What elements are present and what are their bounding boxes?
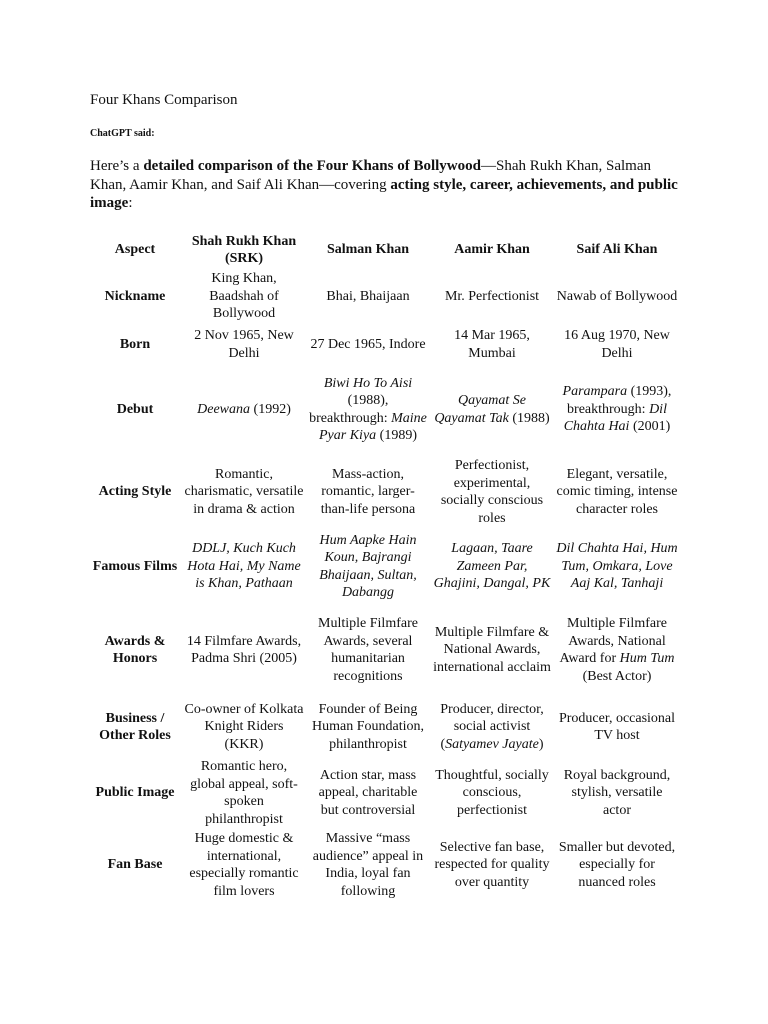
cell-salman	[306, 757, 430, 829]
cell-text: Producer, occasional TV host	[558, 710, 676, 743]
cell-saif	[554, 829, 680, 901]
header-aspect: Aspect	[114, 242, 156, 258]
cell-saif	[554, 603, 680, 697]
cell-aamir	[430, 697, 554, 757]
cell-text: Royal background, stylish, versatile actor	[563, 767, 671, 818]
cell-salman	[306, 697, 430, 757]
cell-text: Mass-action, romantic, larger-than-life persona	[320, 466, 416, 517]
cell-salman	[306, 454, 430, 530]
cell-aamir	[430, 757, 554, 829]
cell-salman	[306, 324, 430, 365]
cell-text: Founder of Being Human Foundation, philanthropist	[312, 701, 424, 752]
document-title: Four Khans Comparison	[90, 92, 238, 108]
cell-text: (1989)	[376, 428, 417, 443]
cell-text: Multiple Filmfare Awards, several humanitarian recognitions	[318, 616, 418, 684]
cell-text: (Best Actor)	[582, 668, 652, 684]
cell-srk	[182, 757, 306, 829]
cell-text: Maine Pyar Kiya	[319, 410, 427, 443]
cell-salman	[306, 365, 430, 454]
cell-text: Nawab of Bollywood	[556, 288, 678, 304]
aspect-label: Acting Style	[98, 484, 172, 500]
cell-text: Perfectionist, experimental, socially conscious roles	[440, 458, 544, 526]
cell-text: King Khan, Baadshah of Bollywood	[209, 271, 279, 322]
cell-text: Hum Tum	[619, 651, 675, 666]
cell-saif	[554, 697, 680, 757]
cell-text: Thoughtful, socially conscious, perfectionist	[435, 767, 549, 818]
intro-seg: —Shah Rukh Khan, Salman Khan, Aamir Khan, and Saif Ali Khan—covering	[90, 158, 651, 193]
intro-seg: :	[128, 195, 133, 211]
cell-text: 16 Aug 1970, New Delhi	[564, 328, 670, 361]
cell-text: Smaller but devoted, especially for nuanced roles	[558, 839, 676, 890]
table-row	[88, 324, 680, 365]
cell-aamir	[430, 530, 554, 603]
cell-text: Biwi Ho To Aisi	[323, 375, 413, 391]
table-row	[88, 454, 680, 530]
cell-text: Huge domestic & international, especially romantic film lovers	[189, 831, 299, 899]
cell-srk	[182, 324, 306, 365]
aspect-label: Nickname	[104, 288, 166, 304]
cell-text: 27 Dec 1965, Indore	[310, 336, 426, 352]
cell-text: Mr. Perfectionist	[444, 288, 540, 304]
aspect-label: Debut	[116, 401, 154, 417]
cell-text: Hum Aapke Hain Koun, Bajrangi Bhaijaan, Sultan, Dabangg	[319, 532, 417, 600]
table-row	[88, 530, 680, 603]
cell-text: Action star, mass appeal, charitable but controversial	[318, 767, 418, 818]
cell-aamir	[430, 365, 554, 454]
header-srk: Shah Rukh Khan (SRK)	[191, 233, 297, 266]
cell-text: Deewana	[197, 401, 251, 417]
cell-text: (1988), breakthrough:	[309, 393, 392, 426]
cell-text: Parampara	[562, 384, 628, 400]
cell-text: Multiple Filmfare Awards, National Award for	[559, 616, 667, 666]
chatgpt-label: ChatGPT said:	[90, 128, 155, 139]
aspect-label: Business / Other Roles	[99, 710, 171, 743]
cell-text: 14 Filmfare Awards, Padma Shri (2005)	[186, 633, 302, 666]
cell-srk	[182, 530, 306, 603]
cell-text: DDLJ, Kuch Kuch Hota Hai, My Name is Khan, Pathaan	[187, 541, 301, 592]
comparison-table	[88, 231, 680, 901]
cell-text: Elegant, versatile, comic timing, intense character roles	[556, 466, 678, 517]
cell-text: Bhai, Bhaijaan	[326, 288, 410, 304]
cell-text: Selective fan base, respected for quality over quantity	[434, 839, 550, 890]
aspect-label: Fan Base	[107, 857, 163, 873]
table-row	[88, 603, 680, 697]
table-row	[88, 365, 680, 454]
aspect-label: Born	[119, 336, 151, 352]
cell-srk	[182, 829, 306, 901]
table-row	[88, 757, 680, 829]
cell-text: Qayamat Se Qayamat Tak	[434, 393, 527, 426]
header-saif: Saif Ali Khan	[576, 242, 658, 258]
cell-text: Romantic hero, global appeal, soft-spoken philanthropist	[190, 759, 298, 827]
cell-text: Multiple Filmfare & National Awards, international acclaim	[433, 624, 551, 675]
header-salman: Salman Khan	[326, 242, 410, 258]
cell-text: (1993), breakthrough:	[567, 384, 672, 417]
cell-srk	[182, 603, 306, 697]
table-row	[88, 829, 680, 901]
cell-text: Co-owner of Kolkata Knight Riders (KKR)	[184, 701, 304, 752]
intro-paragraph	[90, 157, 690, 213]
cell-text: (2001)	[629, 419, 671, 435]
cell-text: (1988)	[508, 410, 550, 426]
cell-srk	[182, 454, 306, 530]
cell-text: Dil Chahta Hai, Hum Tum, Omkara, Love Aaj Kal, Tanhaji	[556, 541, 678, 592]
cell-text: Producer, director, social activist (	[440, 701, 544, 752]
cell-text: Massive “mass audience” appeal in India, loyal fan following	[312, 831, 424, 899]
intro-seg: acting style, career, achievements, and public image	[90, 176, 678, 211]
table-row	[88, 697, 680, 757]
cell-text: 14 Mar 1965, Mumbai	[454, 328, 530, 361]
cell-srk	[182, 269, 306, 324]
table-row	[88, 269, 680, 324]
cell-salman	[306, 530, 430, 603]
cell-salman	[306, 829, 430, 901]
cell-text: Dil Chahta Hai	[563, 401, 667, 435]
cell-srk	[182, 365, 306, 454]
cell-salman	[306, 269, 430, 324]
cell-aamir	[430, 324, 554, 365]
cell-aamir	[430, 829, 554, 901]
cell-salman	[306, 603, 430, 697]
cell-saif	[554, 324, 680, 365]
cell-saif	[554, 454, 680, 530]
cell-saif	[554, 269, 680, 324]
cell-aamir	[430, 269, 554, 324]
cell-text: Lagaan, Taare Zameen Par, Ghajini, Dangal, PK	[433, 541, 551, 592]
aspect-label: Famous Films	[92, 558, 178, 574]
cell-aamir	[430, 603, 554, 697]
intro-seg: Here’s a	[90, 158, 144, 174]
table-header-row	[88, 231, 680, 269]
aspect-label: Awards & Honors	[104, 633, 166, 666]
cell-text: 2 Nov 1965, New Delhi	[194, 328, 294, 361]
cell-text: (1992)	[250, 401, 291, 417]
cell-saif	[554, 365, 680, 454]
cell-srk	[182, 697, 306, 757]
cell-text: Satyamev Jayate	[445, 736, 539, 752]
aspect-label: Public Image	[95, 785, 175, 801]
cell-aamir	[430, 454, 554, 530]
cell-saif	[554, 757, 680, 829]
cell-text: )	[538, 736, 544, 752]
cell-text: Romantic, charismatic, versatile in drama & action	[184, 466, 304, 517]
header-aamir: Aamir Khan	[454, 242, 530, 258]
intro-seg: detailed comparison of the Four Khans of Bollywood	[143, 158, 481, 174]
cell-saif	[554, 530, 680, 603]
